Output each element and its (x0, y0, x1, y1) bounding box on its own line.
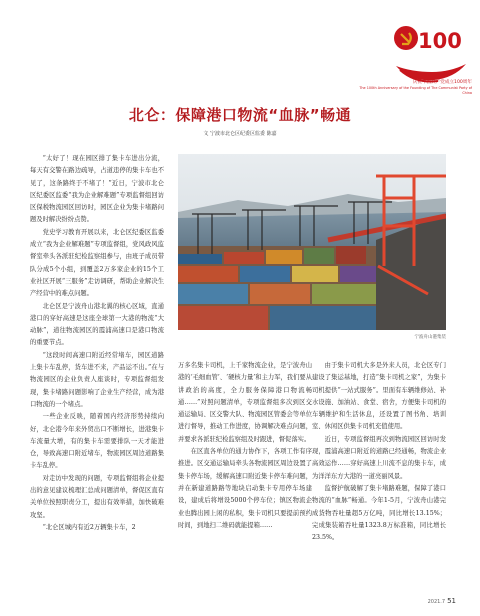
paragraph: 对走访中发现的问题，专项监督组将企业提出的意见建议梳理汇总成问题清单，督促区直有关单位按照职责分工，提出有效举措，加快破难攻坚。 (30, 474, 164, 519)
port-photo (178, 154, 446, 330)
page-number: 51 (447, 597, 456, 605)
article-column-3 (312, 360, 446, 544)
paragraph: 一些企业反映，随着国内经济形势持续向好，北仑港今年来外贸出口不断增长，进港集卡车流量大增，有的集卡车需要排队一天才能进仓，导致高速口附近堵车，物流园区周边道路集卡车乱停。 (30, 413, 164, 470)
article-column-2 (178, 360, 312, 532)
paragraph: 党史学习教育开展以来，北仑区纪委区监委成立“我为企业解难题”专项监督组，党风政风监督室牵头各派驻纪检监察组参与，由班子成员带队分成5个小组，到覆盖2万多家企业的15个工业社区开展“三服务”走访调研，帮助企业解决生产经营中的难点问题。 (30, 228, 164, 298)
article-column-1 (30, 153, 164, 534)
photo-caption: 宁波舟山港集装 (414, 335, 446, 340)
paragraph: 近日，专项监督组再次到物流园区回访时发现，霞浦高速口附近的道路已经通畅，物流企业高效运作……穿好高速上川流不息的集卡车，成为洋洋东方大港的一道亮丽风景。 (312, 435, 446, 480)
paragraph: 北仑区是宁波舟山港北翼的核心区域，直通港口的穿好高速是这座全球第一大港的物流“大动脉”，道往物流园区的霞浦高速口是港口物流的重要节点。 (30, 302, 164, 347)
article-byline: 文 宁波市北仑区纪委区监委 陈嘉 (203, 131, 277, 137)
article-headline: 北仑：保障港口物流“血脉”畅通 (128, 106, 352, 124)
party-centenary-emblem (390, 8, 472, 88)
emblem-subtitle: The 100th Anniversary of the Founding of The Communist Party of China (359, 86, 472, 95)
paragraph: 由于集卡司机大多是外来人员，北仑区专门建设了集运基地，打造“集卡司机之家”，为集卡司机提供“一站式服务”。里面有车辆维修站、补水设施、加油站、食堂、宿舍，方便集卡司机的车辆维护和生活休息，还设置了图书角、培训室、休闲区供集卡司机充值使用。 (312, 362, 446, 431)
page-footer (380, 597, 456, 605)
emblem-number: 100 (418, 29, 462, 53)
paragraph: 监督护航破解了集卡堵路难题，保障了港口物流的“血脉”畅通。今年1-5月，宁波舟山港完成货物吞吐量超5万亿吨，同比增长13.15%；完成集装箱吞吐量1323.8万标准箱，同比增长23.5%。 (312, 484, 446, 542)
paragraph: “北仑区城内有近2万辆集卡车，2 (42, 523, 136, 531)
paragraph: “太好了！现在园区排了集卡车进出分流，每天有交警在路边疏导，占道违停的集卡车也不见了，这条路终于不堵了！”近日，宁波市北仑区纪委区监委“我为企业解难题”专项监督组回访区保税物流园区回访时，园区企业为集卡堵路问题及时解决纷纷点赞。 (30, 155, 164, 224)
paragraph: 在区直各单位的通力协作下，各项工作有序推进。区交通运输局牵头各物流园区周边设置了集卡停车场，缓解高速口附近集卡停车难问题，并在新建道路路等地块启动集卡专用停车场建设，建成后将增设5000个停车位；镇区物流企业也腾出园上闲的私积，集卡司机只要提前预约时间，到地扫二维码就能提箱…… (178, 448, 312, 529)
emblem-title: 庆祝中国共产党成立100周年 (412, 80, 472, 85)
paragraph: 万多名集卡司机，上千家物流企业，是宁波舟山港的‘毛细血管’、‘硬核力量’和主力军，我们要从讲政治的高度，全力服务保障港口物流畅通……”对照问题清单，专项监督组多次到区交通运输局、区交警大队、物流园区管委会等单位进行督导，推动工作进度，协调解决难点问题，并要求各派驻纪检监察组及时跟进，督促落实。 (178, 362, 312, 443)
issue-date: 2021.7 (427, 599, 446, 605)
paragraph: “这段时间高速口附近经常堵车，园区道路上集卡车乱停，货车进不来，产品运不出。”在与物流园区的企业负责人座谈时，专项监督组发现，集卡堵路问题影响了企业生产经营，成为港口物流的一个堵点。 (30, 351, 164, 408)
